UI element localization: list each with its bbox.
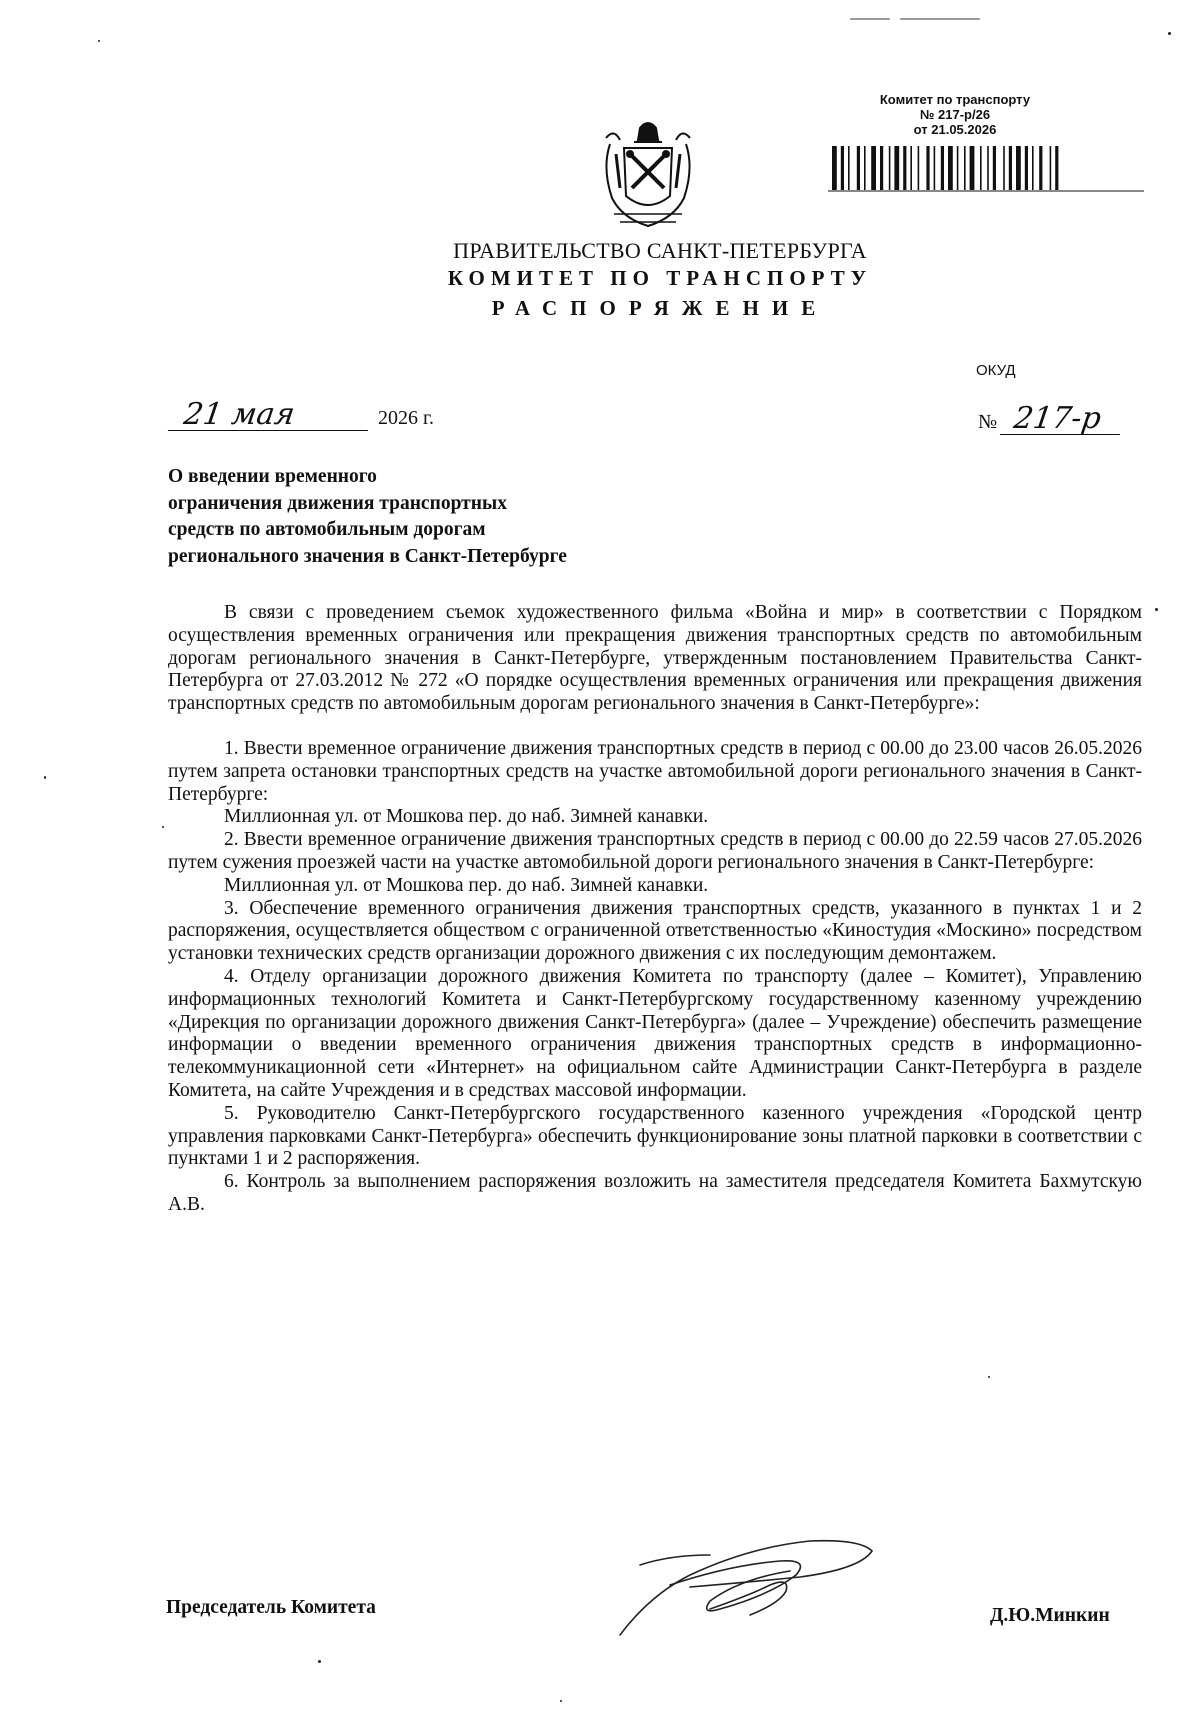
scan-speck xyxy=(98,40,100,42)
barcode-bar xyxy=(1032,146,1034,190)
barcode-bar xyxy=(957,146,959,190)
item-1: 1. Ввести временное ограничение движения транспортных средств в период с 00.00 до 23.00 часов 26.05.2026 путем запрета остановки транспортных средств на участке автомобильной дороги регионального значения в Санкт-Петербурге: xyxy=(168,737,1142,805)
scan-speck xyxy=(318,1660,321,1663)
barcode-bar xyxy=(1025,146,1028,190)
item-2: 2. Ввести временное ограничение движения транспортных средств в период с 00.00 до 22.59 часов 27.05.2026 путем сужения проезжей части на участке автомобильной дороги регионального значения в Санкт-Петербурге: xyxy=(168,829,1142,873)
title-line: средств по автомобильным дорогам xyxy=(168,519,486,540)
barcode-bar xyxy=(964,146,966,190)
title-line: О введении временного xyxy=(168,466,377,487)
item-6: 6. Контроль за выполнением распоряжения возложить на заместителя председателя Комитета Бахмутскую А.В. xyxy=(168,1171,1142,1215)
barcode-bar xyxy=(864,146,866,190)
scan-speck xyxy=(988,1376,990,1378)
barcode-bar xyxy=(993,146,996,190)
item-1-street: Миллионная ул. от Мошкова пер. до наб. Зимней канавки. xyxy=(224,806,709,828)
scan-speck xyxy=(900,18,980,20)
barcode-bar xyxy=(889,146,891,190)
number-handwritten: 217-р xyxy=(1000,404,1124,435)
barcode-bar xyxy=(910,146,912,190)
barcode-bar xyxy=(1050,146,1052,190)
scan-speck xyxy=(1155,608,1158,611)
item-2-street: Миллионная ул. от Мошкова пер. до наб. Зимней канавки. xyxy=(224,874,709,896)
barcode-bar xyxy=(1009,146,1012,190)
item-3: 3. Обеспечение временного ограничения движения транспортных средств, указанного в пунктах 1 и 2 распоряжения, осуществляется обществом с ограниченной ответственностью «Киностудия «Москино» посредством установки технических средств организации дорожного движения с их последующим демонтажем. xyxy=(168,897,1142,965)
document-date xyxy=(170,397,434,432)
signatory-name: Д.Ю.Минкин xyxy=(990,1605,1110,1626)
barcode-bar xyxy=(871,146,876,190)
scan-speck xyxy=(850,18,890,20)
barcode-bar xyxy=(948,146,953,190)
date-handwritten: 21 мая xyxy=(168,400,372,431)
scan-speck xyxy=(1168,32,1171,35)
date-year: 2026 г. xyxy=(378,407,434,429)
barcode-bar xyxy=(841,146,844,190)
okud-label: ОКУД xyxy=(976,362,1016,379)
barcode-bar xyxy=(934,146,936,190)
barcode-bar xyxy=(903,146,906,190)
signatory-title: Председатель Комитета xyxy=(166,1597,376,1618)
scan-speck xyxy=(44,776,46,779)
document-type-heading: РАСПОРЯЖЕНИЕ xyxy=(491,296,829,320)
barcode-bar xyxy=(1055,146,1058,190)
barcode-bar xyxy=(918,146,920,190)
barcode-bar xyxy=(880,146,883,190)
stamp-line-committee: Комитет по транспорту xyxy=(879,92,1031,107)
barcode-bar xyxy=(980,146,982,190)
committee-heading: КОМИТЕТ ПО ТРАНСПОРТУ xyxy=(447,266,873,290)
registration-stamp xyxy=(820,92,1150,137)
scan-speck xyxy=(560,1700,562,1702)
document-title xyxy=(168,464,768,570)
barcode-bar xyxy=(1016,146,1021,190)
handwritten-signature-icon xyxy=(610,1525,880,1645)
stamp-line-number: № 217-р/26 xyxy=(919,107,991,122)
barcode-bar xyxy=(1003,146,1005,190)
spb-coat-of-arms-icon xyxy=(600,118,696,236)
item-4: 4. Отделу организации дорожного движения Комитета по транспорту (далее – Комитет), Управлению информационных технологий Комитета и Санкт-Петербургскому государственному казенному учреждению «Дирекция по организации дорожного движения Санкт-Петербурга» (далее – Учреждение) обеспечить размещение информации о введении временного ограничения движения транспортных средств в информационно-телекоммуникационной сети «Интернет» на официальном сайте Администрации Санкт-Петербурга в разделе Комитета, на сайте Учреждения и в средствах массовой информации. xyxy=(168,965,1142,1101)
barcode-bar xyxy=(941,146,944,190)
barcode-bar xyxy=(1039,146,1042,190)
government-heading: ПРАВИТЕЛЬСТВО САНКТ-ПЕТЕРБУРГА xyxy=(453,238,867,263)
barcode-icon xyxy=(826,144,1146,194)
barcode-bar xyxy=(987,146,989,190)
stamp-line-date: от 21.05.2026 xyxy=(913,122,997,137)
barcode-bar xyxy=(848,146,850,190)
barcode-bar xyxy=(857,146,860,190)
item-5: 5. Руководителю Санкт-Петербургского государственного казенного учреждения «Городской центр управления парковками Санкт-Петербурга» обеспечить функционирование зоны платной парковки в соответствии с пунктами 1 и 2 распоряжения. xyxy=(168,1102,1142,1170)
number-prefix: № xyxy=(978,411,998,433)
scan-speck xyxy=(162,826,164,828)
intro-paragraph: В связи с проведением съемок художественного фильма «Война и мир» в соответствии с Порядком осуществления временных ограничения или прекращения движения транспортных средств по автомобильным дорогам регионального значения в Санкт-Петербурге, утвержденным постановлением Правительства Санкт-Петербурга от 27.03.2012 № 272 «О порядке осуществления временных ограничения или прекращения движения транспортных средств по автомобильным дорогам регионального значения в Санкт-Петербурге»: xyxy=(168,602,1142,715)
barcode-bar xyxy=(894,146,899,190)
title-line: ограничения движения транспортных xyxy=(168,492,507,514)
document-body xyxy=(168,602,1142,1217)
title-line: регионального значения в Санкт-Петербурге xyxy=(168,545,567,567)
document-number xyxy=(978,401,1122,436)
barcode-bar xyxy=(970,146,975,190)
barcode-bar xyxy=(926,146,929,190)
barcode-bar xyxy=(832,146,837,190)
